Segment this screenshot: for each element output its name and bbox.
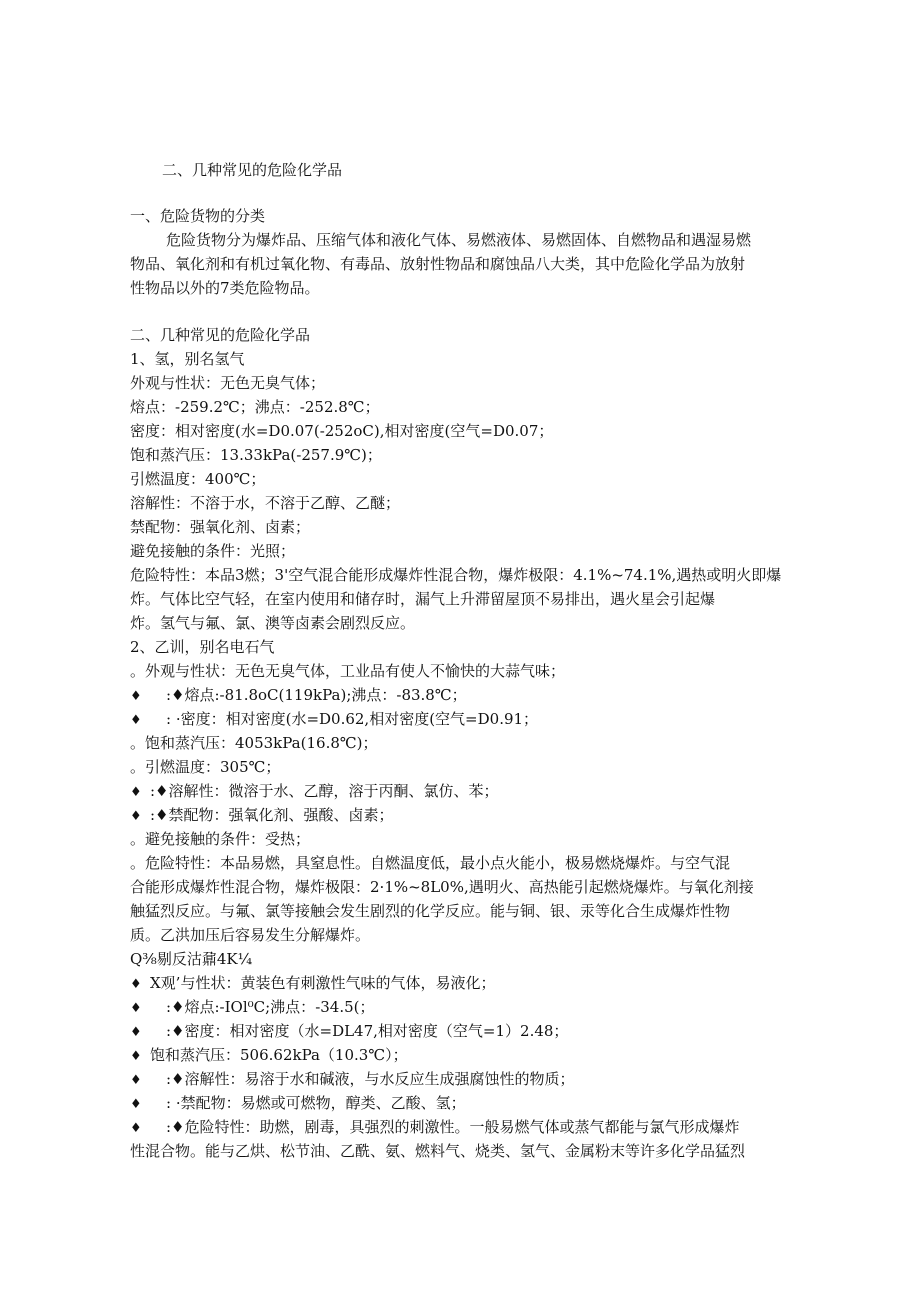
section-classification bbox=[130, 204, 830, 300]
paragraph-line: 性物品以外的7类危险物品。 bbox=[130, 279, 320, 297]
property-line: 性混合物。能与乙烘、松节油、乙酰、氨、燃料气、烧类、氢气、金属粉末等许多化学品猛烈 bbox=[130, 1142, 746, 1160]
property-line: 溶解性：不溶于水，不溶于乙醇、乙醚； bbox=[130, 494, 401, 512]
property-line: 触猛烈反应。与氟、氯等接触会发生剧烈的化学反应。能与铜、银、汞等化合生成爆炸性物 bbox=[130, 902, 731, 920]
property-line: 合能形成爆炸性混合物，爆炸极限：2·1%~8L0%,遇明火、高热能引起燃烧爆炸。与氧化剂接 bbox=[130, 878, 754, 896]
paragraph-gap bbox=[130, 300, 830, 323]
property-text: : ·禁配物：易燃或可燃物，醇类、乙酸、氢； bbox=[166, 1094, 466, 1112]
entry-title: 2、乙训，别名电石气 bbox=[130, 638, 275, 656]
property-line: 避免接触的条件：光照； bbox=[130, 542, 296, 560]
section-heading: 二、几种常见的危险化学品 bbox=[130, 326, 311, 344]
property-line: 禁配物：强氧化剂、卤素； bbox=[130, 518, 311, 536]
entry-hydrogen bbox=[130, 347, 830, 635]
property-line bbox=[130, 1067, 830, 1091]
bullet-icon: ♦ bbox=[130, 1001, 142, 1016]
property-line: 。饱和蒸汽压：4053kPa(16.8℃)； bbox=[130, 734, 378, 752]
property-line bbox=[130, 971, 830, 995]
property-text: : ·密度：相对密度(水=D0.62,相对密度(空气=D0.91； bbox=[166, 710, 539, 728]
property-line bbox=[130, 1043, 830, 1067]
bullet-icon: ♦ bbox=[130, 1097, 142, 1112]
bullet-icon: ♦ bbox=[130, 809, 142, 824]
property-line: 饱和蒸汽压：13.33kPa(-257.9℃)； bbox=[130, 446, 382, 464]
property-line: 质。乙洪加压后容易发生分解爆炸。 bbox=[130, 926, 371, 944]
property-text: :♦溶解性：易溶于水和碱液，与水反应生成强腐蚀性的物质； bbox=[166, 1070, 575, 1088]
property-text: 饱和蒸汽压：506.62kPa（10.3℃）； bbox=[150, 1046, 408, 1064]
bullet-icon: ♦ bbox=[130, 1025, 142, 1040]
entry-chlorine bbox=[130, 947, 830, 1163]
property-text: X观’与性状：黄装色有刺激性气味的气体，易液化； bbox=[150, 974, 496, 992]
entry-title: 1、氢，别名氢气 bbox=[130, 350, 245, 368]
bullet-icon: ♦ bbox=[130, 713, 142, 728]
paragraph-line: 危险货物分为爆炸品、压缩气体和液化气体、易燃液体、易燃固体、自燃物品和遇湿易燃 bbox=[166, 231, 752, 249]
property-line: 炸。气体比空气轻，在室内使用和储存时，漏气上升滞留屋顶不易排出，遇火星会引起爆 bbox=[130, 590, 716, 608]
property-line: 外观与性状：无色无臭气体； bbox=[130, 374, 326, 392]
bullet-icon: ♦ bbox=[130, 1049, 142, 1064]
entry-acetylene bbox=[130, 635, 830, 947]
property-line: 危险特性：本品3燃；3'空气混合能形成爆炸性混合物，爆炸极限：4.1%~74.1%,遇热或明火即爆 bbox=[130, 566, 782, 584]
entry-title: Q⅜剔反沽鼐4K¼ bbox=[130, 950, 253, 968]
paragraph-line: 物品、氧化剂和有机过氧化物、有毒品、放射性物品和腐蚀品八大类，其中危险化学品为放射 bbox=[130, 255, 746, 273]
section-common-chemicals bbox=[130, 323, 830, 1163]
property-line bbox=[130, 707, 830, 731]
property-text: :♦禁配物：强氧化剂、强酸、卤素； bbox=[150, 806, 394, 824]
property-line: 。危险特性：本品易燃，具窒息性。自燃温度低，最小点火能小，极易燃烧爆炸。与空气混 bbox=[130, 854, 731, 872]
property-line bbox=[130, 1019, 830, 1043]
property-line bbox=[130, 1091, 830, 1115]
bullet-icon: ♦ bbox=[130, 1121, 142, 1136]
bullet-icon: ♦ bbox=[130, 977, 142, 992]
property-line: 熔点：-259.2℃；沸点：-252.8℃； bbox=[130, 398, 380, 416]
property-line bbox=[130, 995, 830, 1019]
property-text: :♦熔点:-IOl⁰C;沸点：-34.5(； bbox=[166, 998, 375, 1016]
property-text: :♦溶解性：微溶于水、乙醇，溶于丙酮、氯仿、苯； bbox=[150, 782, 499, 800]
property-line bbox=[130, 779, 830, 803]
property-text: :♦危险特性：助燃，剧毒，具强烈的刺激性。一般易燃气体或蒸气都能与氯气形成爆炸 bbox=[166, 1118, 740, 1136]
property-line bbox=[130, 1115, 830, 1139]
property-line: 引燃温度：400℃； bbox=[130, 470, 266, 488]
property-text: :♦密度：相对密度（水=DL47,相对密度（空气=1）2.48； bbox=[166, 1022, 569, 1040]
property-line: 密度：相对密度(水=D0.07(-252oC),相对密度(空气=D0.07； bbox=[130, 422, 554, 440]
page-title: 二、几种常见的危险化学品 bbox=[162, 161, 343, 179]
property-line: 炸。氢气与氟、氯、澳等卤素会剧烈反应。 bbox=[130, 614, 416, 632]
property-line: 。外观与性状：无色无臭气体，工业品有使人不愉快的大蒜气味； bbox=[130, 662, 566, 680]
property-line: 。引燃温度：305℃； bbox=[130, 758, 281, 776]
document-body bbox=[130, 158, 830, 1163]
bullet-icon: ♦ bbox=[130, 785, 142, 800]
property-line bbox=[130, 803, 830, 827]
property-line: 。避免接触的条件：受热； bbox=[130, 830, 311, 848]
property-text: :♦熔点:-81.8oC(119kPa);沸点：-83.8℃； bbox=[166, 686, 467, 704]
section-heading: 一、危险货物的分类 bbox=[130, 207, 266, 225]
property-line bbox=[130, 683, 830, 707]
bullet-icon: ♦ bbox=[130, 689, 142, 704]
bullet-icon: ♦ bbox=[130, 1073, 142, 1088]
